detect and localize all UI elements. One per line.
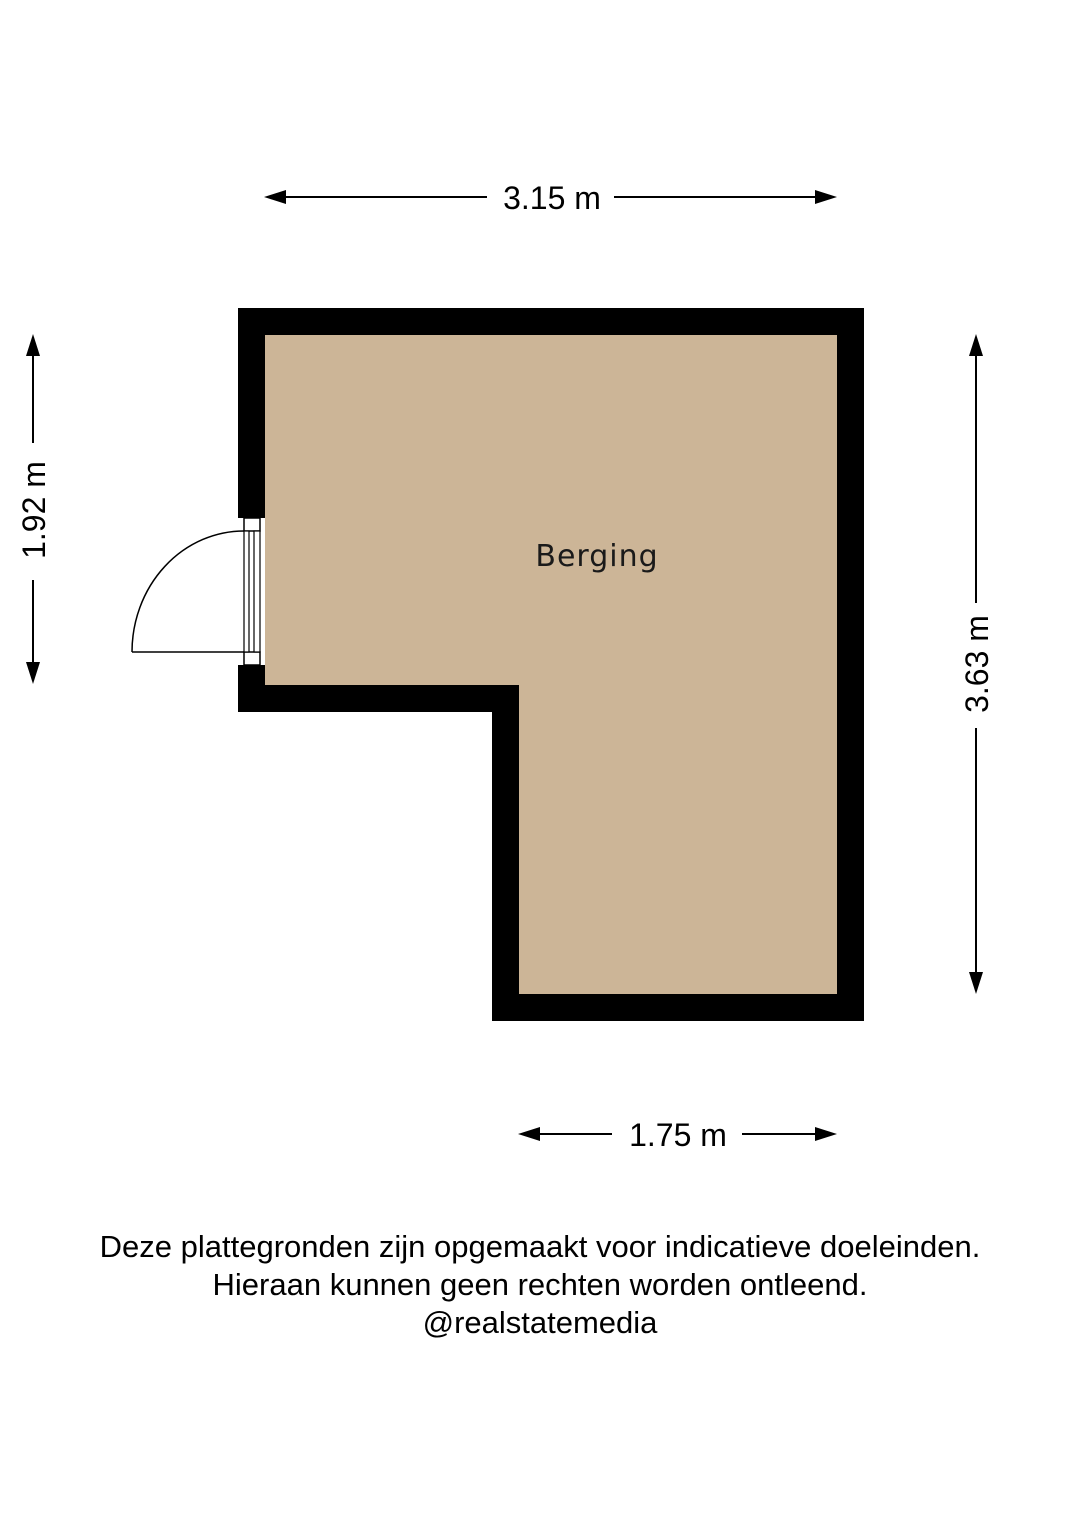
dimension-right <box>959 334 995 994</box>
arrow-left-icon <box>264 190 286 204</box>
dimension-top <box>264 180 837 216</box>
disclaimer-line-1: Deze plattegronden zijn opgemaakt voor indicatieve doeleinden. <box>99 1229 981 1264</box>
dimension-left <box>16 334 52 684</box>
door-frame-left <box>244 531 249 652</box>
dimension-top-label: 3.15 m <box>503 180 601 216</box>
door-swing-arc <box>132 531 244 652</box>
dimension-right-label: 3.63 m <box>959 615 995 713</box>
arrow-down-icon <box>969 972 983 994</box>
door-opening <box>237 518 265 665</box>
floor-area <box>265 335 837 994</box>
room-label: Berging <box>535 539 659 574</box>
arrow-down-icon <box>26 662 40 684</box>
disclaimer <box>0 1228 1080 1342</box>
disclaimer-credit: @realstatemedia <box>422 1305 658 1340</box>
dimension-bottom <box>518 1117 837 1153</box>
dimension-left-label: 1.92 m <box>16 461 52 559</box>
room-berging <box>238 308 864 1021</box>
door-frame-top <box>244 518 260 531</box>
arrow-left-icon <box>518 1127 540 1141</box>
door-frame-right <box>254 531 260 652</box>
door <box>132 518 265 665</box>
arrow-right-icon <box>815 1127 837 1141</box>
door-frame-bottom <box>244 652 260 665</box>
arrow-up-icon <box>969 334 983 356</box>
arrow-right-icon <box>815 190 837 204</box>
disclaimer-line-2: Hieraan kunnen geen rechten worden ontleend. <box>212 1267 868 1302</box>
dimension-bottom-label: 1.75 m <box>629 1117 727 1153</box>
arrow-up-icon <box>26 334 40 356</box>
